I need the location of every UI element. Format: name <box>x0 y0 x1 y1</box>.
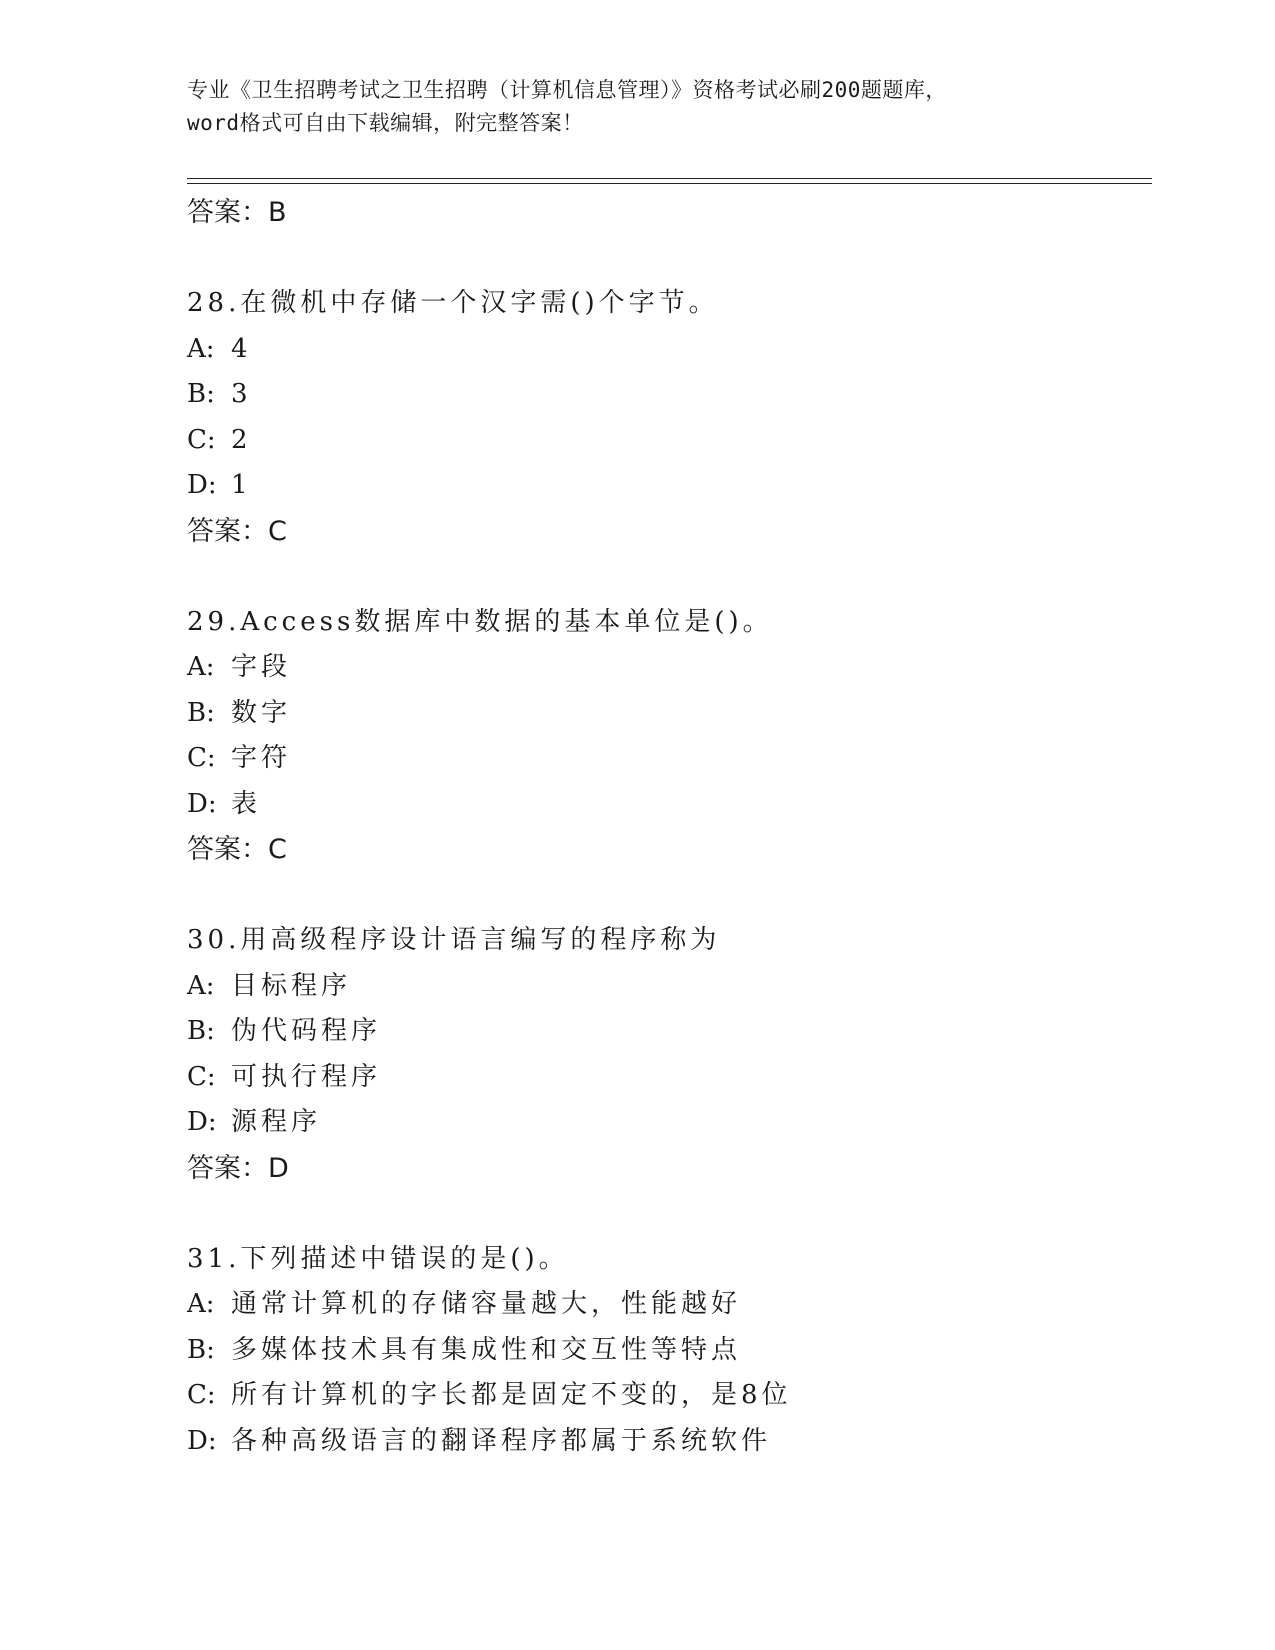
option-label: B: <box>187 1016 215 1046</box>
option-text: 2 <box>231 424 252 455</box>
option-text: 可执行程序 <box>231 1061 382 1092</box>
document-header <box>187 74 1087 140</box>
question-text: 31.下列描述中错误的是()。 <box>187 1243 569 1274</box>
option-label: B: <box>187 379 215 409</box>
answer-line: 答案：C <box>187 834 287 865</box>
option-c <box>187 1055 1147 1101</box>
option-b <box>187 1328 1147 1374</box>
option-label: B: <box>187 1334 215 1365</box>
option-c <box>187 736 1147 782</box>
option-text: 通常计算机的存储容量越大，性能越好 <box>231 1289 742 1319</box>
header-divider-top <box>187 178 1152 179</box>
question-30 <box>187 918 1147 1192</box>
option-text: 目标程序 <box>231 970 352 1001</box>
option-text: 4 <box>231 333 252 364</box>
answer-line: 答案：B <box>187 197 287 228</box>
question-text: 30.用高级程序设计语言编写的程序称为 <box>187 925 721 955</box>
header-divider-bottom <box>187 183 1152 184</box>
option-b <box>187 1009 1147 1055</box>
answer-line: 答案：C <box>187 515 287 547</box>
option-label: A: <box>187 333 215 364</box>
option-text: 数字 <box>231 697 292 728</box>
option-d <box>187 1419 1147 1465</box>
question-text: 29.Access数据库中数据的基本单位是()。 <box>187 606 773 637</box>
option-text: 各种高级语言的翻译程序都属于系统软件 <box>231 1425 772 1456</box>
option-d <box>187 463 1147 509</box>
option-b <box>187 691 1147 737</box>
question-text: 28.在微机中存储一个汉字需()个字节。 <box>187 288 719 318</box>
option-label: A: <box>187 652 215 682</box>
question-29 <box>187 600 1147 874</box>
option-a <box>187 964 1147 1010</box>
document-body <box>187 190 1147 1464</box>
option-text: 伪代码程序 <box>231 1016 382 1046</box>
option-label: A: <box>187 1289 215 1319</box>
option-text: 字段 <box>231 652 292 682</box>
option-label: D: <box>187 1425 217 1456</box>
option-label: D: <box>187 1107 217 1137</box>
header-line-2: word格式可自由下载编辑，附完整答案！ <box>187 111 584 135</box>
option-a <box>187 327 1147 373</box>
option-label: D: <box>187 470 217 500</box>
answer-line: 答案：D <box>187 1152 289 1184</box>
option-c <box>187 418 1147 464</box>
header-line-1: 专业《卫生招聘考试之卫生招聘（计算机信息管理）》资格考试必刷200题题库， <box>187 78 947 102</box>
option-label: A: <box>187 970 215 1001</box>
option-b <box>187 372 1147 418</box>
option-text: 源程序 <box>231 1107 322 1137</box>
option-text: 字符 <box>231 743 292 773</box>
option-label: D: <box>187 788 217 819</box>
option-text: 所有计算机的字长都是固定不变的，是8位 <box>231 1380 792 1410</box>
option-a <box>187 1282 1147 1328</box>
option-label: C: <box>187 424 216 455</box>
option-c <box>187 1373 1147 1419</box>
option-text: 1 <box>231 470 252 500</box>
question-31 <box>187 1237 1147 1465</box>
option-d <box>187 782 1147 828</box>
option-a <box>187 645 1147 691</box>
option-label: C: <box>187 1380 216 1410</box>
option-label: C: <box>187 743 216 773</box>
option-d <box>187 1100 1147 1146</box>
option-label: B: <box>187 697 215 728</box>
option-text: 多媒体技术具有集成性和交互性等特点 <box>231 1334 742 1365</box>
option-label: C: <box>187 1061 216 1092</box>
question-28 <box>187 281 1147 555</box>
option-text: 3 <box>231 379 252 409</box>
option-text: 表 <box>231 788 262 819</box>
